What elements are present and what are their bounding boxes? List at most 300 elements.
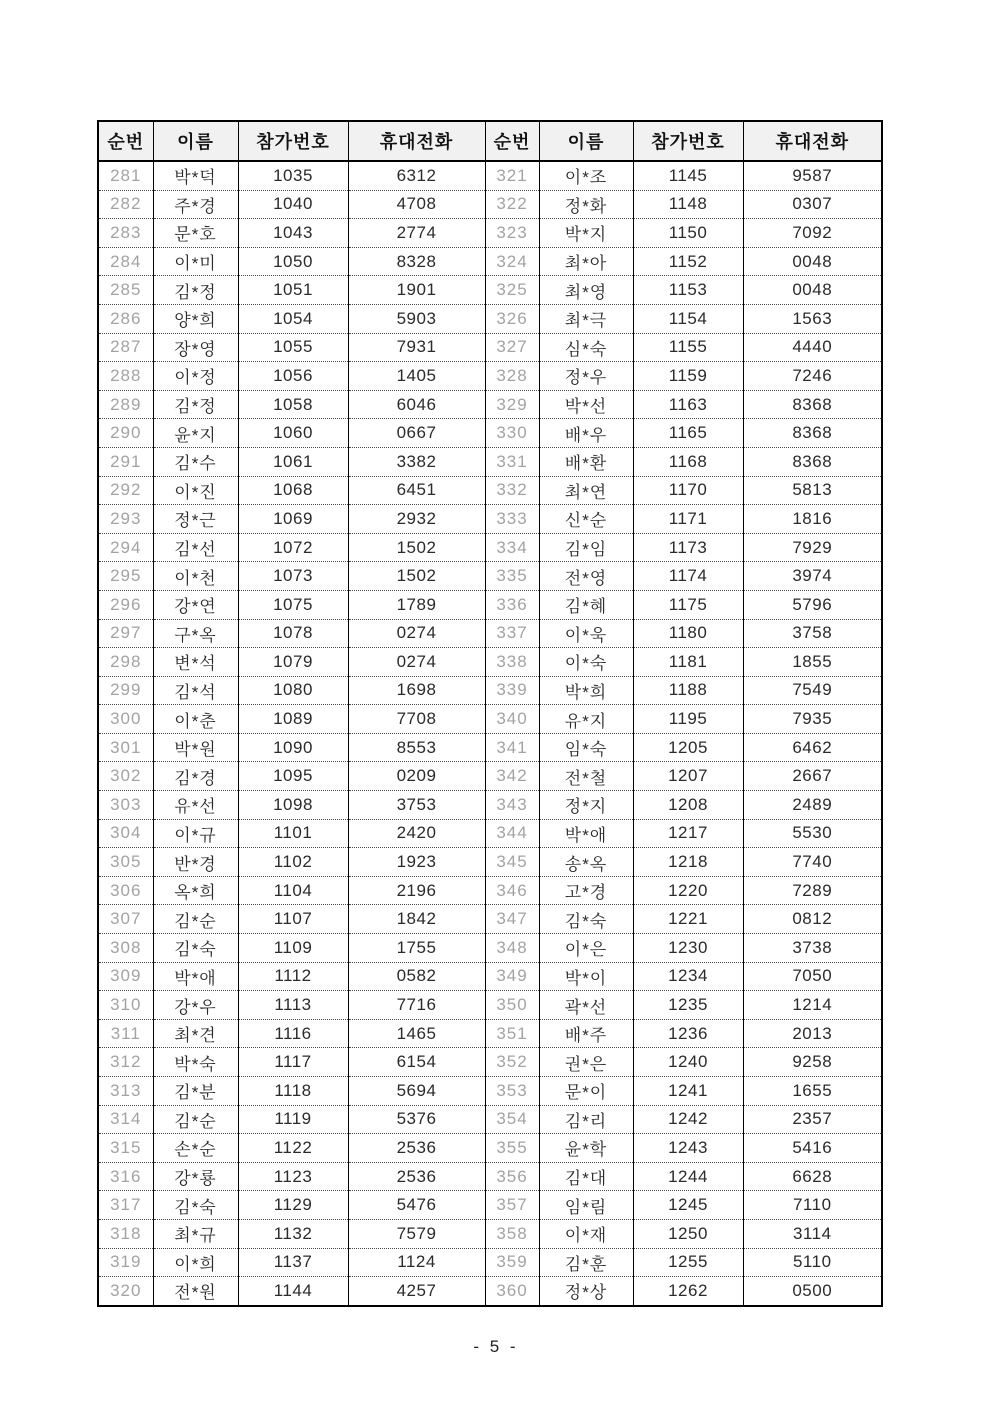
name-cell: 정*지 [539,791,633,820]
table-row [98,590,882,619]
seq-cell: 342 [485,762,539,791]
seq-cell: 336 [485,590,539,619]
name-cell: 이*정 [153,362,238,391]
phone-cell: 7931 [348,333,485,362]
table-row [98,648,882,677]
name-cell: 정*근 [153,505,238,534]
phone-cell: 1124 [348,1248,485,1277]
entry-number-cell: 1207 [633,762,743,791]
phone-cell: 1698 [348,676,485,705]
phone-cell: 6154 [348,1048,485,1077]
name-cell: 박*선 [539,390,633,419]
table-row [98,1077,882,1106]
entry-number-cell: 1118 [238,1077,348,1106]
phone-cell: 4440 [743,333,882,362]
seq-cell: 298 [98,648,153,677]
entry-number-cell: 1058 [238,390,348,419]
phone-cell: 3114 [743,1219,882,1248]
entry-number-cell: 1056 [238,362,348,391]
entry-number-cell: 1061 [238,447,348,476]
phone-cell: 5813 [743,476,882,505]
name-cell: 박*덕 [153,161,238,190]
header-entry-number-right: 참가번호 [633,121,743,161]
seq-cell: 354 [485,1105,539,1134]
entry-number-cell: 1217 [633,819,743,848]
phone-cell: 3753 [348,791,485,820]
name-cell: 이*숙 [539,648,633,677]
seq-cell: 351 [485,1019,539,1048]
name-cell: 강*룡 [153,1162,238,1191]
name-cell: 김*분 [153,1077,238,1106]
phone-cell: 7935 [743,705,882,734]
seq-cell: 329 [485,390,539,419]
table-row [98,1248,882,1277]
table-row [98,733,882,762]
entry-number-cell: 1145 [633,161,743,190]
seq-cell: 341 [485,733,539,762]
name-cell: 최*영 [539,276,633,305]
phone-cell: 8368 [743,419,882,448]
table-row [98,962,882,991]
entry-number-cell: 1241 [633,1077,743,1106]
seq-cell: 286 [98,304,153,333]
seq-cell: 300 [98,705,153,734]
entry-number-cell: 1205 [633,733,743,762]
seq-cell: 311 [98,1019,153,1048]
entry-number-cell: 1129 [238,1191,348,1220]
entry-number-cell: 1150 [633,219,743,248]
table-row [98,876,882,905]
name-cell: 최*아 [539,247,633,276]
entry-number-cell: 1234 [633,962,743,991]
phone-cell: 1816 [743,505,882,534]
entry-number-cell: 1168 [633,447,743,476]
name-cell: 배*환 [539,447,633,476]
name-cell: 고*경 [539,876,633,905]
header-phone-right: 휴대전화 [743,121,882,161]
entry-number-cell: 1068 [238,476,348,505]
name-cell: 전*철 [539,762,633,791]
entry-number-cell: 1137 [238,1248,348,1277]
entry-number-cell: 1101 [238,819,348,848]
name-cell: 손*순 [153,1134,238,1163]
entry-number-cell: 1188 [633,676,743,705]
table-header-row [98,121,882,161]
name-cell: 박*숙 [153,1048,238,1077]
entry-number-cell: 1035 [238,161,348,190]
phone-cell: 5416 [743,1134,882,1163]
entry-number-cell: 1089 [238,705,348,734]
table-row [98,247,882,276]
entry-number-cell: 1090 [238,733,348,762]
table-row [98,905,882,934]
phone-cell: 7092 [743,219,882,248]
seq-cell: 355 [485,1134,539,1163]
entry-number-cell: 1220 [633,876,743,905]
name-cell: 최*견 [153,1019,238,1048]
entry-number-cell: 1159 [633,362,743,391]
entry-number-cell: 1113 [238,991,348,1020]
table-row [98,819,882,848]
seq-cell: 307 [98,905,153,934]
name-cell: 박*희 [539,676,633,705]
phone-cell: 9587 [743,161,882,190]
name-cell: 이*춘 [153,705,238,734]
entry-number-cell: 1040 [238,190,348,219]
phone-cell: 3974 [743,562,882,591]
phone-cell: 7740 [743,848,882,877]
table-row [98,1019,882,1048]
seq-cell: 319 [98,1248,153,1277]
phone-cell: 1842 [348,905,485,934]
phone-cell: 7929 [743,533,882,562]
name-cell: 이*천 [153,562,238,591]
name-cell: 전*영 [539,562,633,591]
seq-cell: 310 [98,991,153,1020]
phone-cell: 1755 [348,934,485,963]
seq-cell: 312 [98,1048,153,1077]
entry-number-cell: 1102 [238,848,348,877]
name-cell: 김*순 [153,1105,238,1134]
name-cell: 최*연 [539,476,633,505]
phone-cell: 2013 [743,1019,882,1048]
table-row [98,219,882,248]
phone-cell: 5796 [743,590,882,619]
name-cell: 구*옥 [153,619,238,648]
phone-cell: 7549 [743,676,882,705]
entry-number-cell: 1181 [633,648,743,677]
seq-cell: 282 [98,190,153,219]
entry-number-cell: 1245 [633,1191,743,1220]
entry-number-cell: 1195 [633,705,743,734]
header-name-left: 이름 [153,121,238,161]
name-cell: 유*선 [153,791,238,820]
seq-cell: 318 [98,1219,153,1248]
phone-cell: 1563 [743,304,882,333]
phone-cell: 1655 [743,1077,882,1106]
name-cell: 김*혜 [539,590,633,619]
name-cell: 박*애 [539,819,633,848]
phone-cell: 0500 [743,1277,882,1306]
entry-number-cell: 1078 [238,619,348,648]
seq-cell: 314 [98,1105,153,1134]
name-cell: 곽*선 [539,991,633,1020]
entry-number-cell: 1155 [633,333,743,362]
name-cell: 김*정 [153,276,238,305]
phone-cell: 5694 [348,1077,485,1106]
seq-cell: 346 [485,876,539,905]
entry-number-cell: 1148 [633,190,743,219]
entry-number-cell: 1098 [238,791,348,820]
participants-tbody [98,161,882,1306]
phone-cell: 0667 [348,419,485,448]
table-row [98,1277,882,1306]
phone-cell: 7289 [743,876,882,905]
table-row [98,676,882,705]
entry-number-cell: 1243 [633,1134,743,1163]
name-cell: 옥*희 [153,876,238,905]
name-cell: 배*우 [539,419,633,448]
seq-cell: 283 [98,219,153,248]
seq-cell: 317 [98,1191,153,1220]
seq-cell: 288 [98,362,153,391]
entry-number-cell: 1080 [238,676,348,705]
seq-cell: 330 [485,419,539,448]
table-row [98,762,882,791]
seq-cell: 297 [98,619,153,648]
name-cell: 임*림 [539,1191,633,1220]
seq-cell: 316 [98,1162,153,1191]
seq-cell: 320 [98,1277,153,1306]
name-cell: 김*대 [539,1162,633,1191]
table-row [98,161,882,190]
page-number: - 5 - [473,1337,519,1356]
seq-cell: 304 [98,819,153,848]
seq-cell: 335 [485,562,539,591]
name-cell: 강*우 [153,991,238,1020]
seq-cell: 290 [98,419,153,448]
phone-cell: 0048 [743,276,882,305]
phone-cell: 0274 [348,619,485,648]
seq-cell: 281 [98,161,153,190]
name-cell: 임*숙 [539,733,633,762]
seq-cell: 301 [98,733,153,762]
entry-number-cell: 1171 [633,505,743,534]
seq-cell: 305 [98,848,153,877]
phone-cell: 5530 [743,819,882,848]
name-cell: 김*숙 [153,1191,238,1220]
seq-cell: 337 [485,619,539,648]
name-cell: 송*옥 [539,848,633,877]
name-cell: 김*훈 [539,1248,633,1277]
seq-cell: 321 [485,161,539,190]
phone-cell: 1855 [743,648,882,677]
phone-cell: 1214 [743,991,882,1020]
entry-number-cell: 1054 [238,304,348,333]
seq-cell: 309 [98,962,153,991]
phone-cell: 6628 [743,1162,882,1191]
entry-number-cell: 1154 [633,304,743,333]
entry-number-cell: 1174 [633,562,743,591]
entry-number-cell: 1250 [633,1219,743,1248]
name-cell: 정*화 [539,190,633,219]
entry-number-cell: 1095 [238,762,348,791]
table-row [98,1219,882,1248]
phone-cell: 1502 [348,562,485,591]
entry-number-cell: 1116 [238,1019,348,1048]
name-cell: 양*희 [153,304,238,333]
table-row [98,304,882,333]
entry-number-cell: 1244 [633,1162,743,1191]
seq-cell: 308 [98,934,153,963]
name-cell: 이*미 [153,247,238,276]
seq-cell: 284 [98,247,153,276]
entry-number-cell: 1069 [238,505,348,534]
name-cell: 전*원 [153,1277,238,1306]
seq-cell: 292 [98,476,153,505]
entry-number-cell: 1230 [633,934,743,963]
phone-cell: 4257 [348,1277,485,1306]
name-cell: 주*경 [153,190,238,219]
name-cell: 박*이 [539,962,633,991]
phone-cell: 3382 [348,447,485,476]
entry-number-cell: 1180 [633,619,743,648]
seq-cell: 359 [485,1248,539,1277]
table-row [98,991,882,1020]
entry-number-cell: 1153 [633,276,743,305]
phone-cell: 2489 [743,791,882,820]
seq-cell: 327 [485,333,539,362]
entry-number-cell: 1221 [633,905,743,934]
name-cell: 이*재 [539,1219,633,1248]
name-cell: 정*우 [539,362,633,391]
seq-cell: 347 [485,905,539,934]
seq-cell: 285 [98,276,153,305]
name-cell: 이*욱 [539,619,633,648]
seq-cell: 303 [98,791,153,820]
entry-number-cell: 1112 [238,962,348,991]
seq-cell: 360 [485,1277,539,1306]
name-cell: 윤*학 [539,1134,633,1163]
name-cell: 이*희 [153,1248,238,1277]
seq-cell: 340 [485,705,539,734]
entry-number-cell: 1152 [633,247,743,276]
phone-cell: 2536 [348,1134,485,1163]
seq-cell: 334 [485,533,539,562]
header-name-right: 이름 [539,121,633,161]
phone-cell: 1465 [348,1019,485,1048]
phone-cell: 6462 [743,733,882,762]
table-row [98,1191,882,1220]
seq-cell: 339 [485,676,539,705]
phone-cell: 0307 [743,190,882,219]
seq-cell: 325 [485,276,539,305]
name-cell: 박*원 [153,733,238,762]
entry-number-cell: 1175 [633,590,743,619]
entry-number-cell: 1144 [238,1277,348,1306]
phone-cell: 0209 [348,762,485,791]
name-cell: 정*상 [539,1277,633,1306]
phone-cell: 1405 [348,362,485,391]
name-cell: 최*극 [539,304,633,333]
name-cell: 김*수 [153,447,238,476]
phone-cell: 3758 [743,619,882,648]
seq-cell: 323 [485,219,539,248]
phone-cell: 1502 [348,533,485,562]
phone-cell: 9258 [743,1048,882,1077]
seq-cell: 326 [485,304,539,333]
name-cell: 김*순 [153,905,238,934]
phone-cell: 2196 [348,876,485,905]
entry-number-cell: 1043 [238,219,348,248]
entry-number-cell: 1132 [238,1219,348,1248]
seq-cell: 328 [485,362,539,391]
seq-cell: 315 [98,1134,153,1163]
name-cell: 강*연 [153,590,238,619]
name-cell: 박*애 [153,962,238,991]
name-cell: 김*숙 [153,934,238,963]
seq-cell: 324 [485,247,539,276]
seq-cell: 322 [485,190,539,219]
entry-number-cell: 1240 [633,1048,743,1077]
phone-cell: 2932 [348,505,485,534]
entry-number-cell: 1075 [238,590,348,619]
seq-cell: 331 [485,447,539,476]
table-row [98,848,882,877]
phone-cell: 2667 [743,762,882,791]
phone-cell: 7579 [348,1219,485,1248]
table-row [98,190,882,219]
entry-number-cell: 1242 [633,1105,743,1134]
seq-cell: 356 [485,1162,539,1191]
seq-cell: 344 [485,819,539,848]
phone-cell: 2774 [348,219,485,248]
seq-cell: 357 [485,1191,539,1220]
phone-cell: 5110 [743,1248,882,1277]
name-cell: 윤*지 [153,419,238,448]
entry-number-cell: 1262 [633,1277,743,1306]
name-cell: 배*주 [539,1019,633,1048]
table-row [98,362,882,391]
name-cell: 이*조 [539,161,633,190]
table-row [98,1048,882,1077]
phone-cell: 7246 [743,362,882,391]
entry-number-cell: 1107 [238,905,348,934]
name-cell: 김*정 [153,390,238,419]
seq-cell: 333 [485,505,539,534]
seq-cell: 296 [98,590,153,619]
entry-number-cell: 1117 [238,1048,348,1077]
table-row [98,619,882,648]
seq-cell: 349 [485,962,539,991]
name-cell: 심*숙 [539,333,633,362]
entry-number-cell: 1073 [238,562,348,591]
participants-table [97,120,883,1307]
phone-cell: 8368 [743,390,882,419]
name-cell: 문*호 [153,219,238,248]
phone-cell: 7050 [743,962,882,991]
entry-number-cell: 1060 [238,419,348,448]
phone-cell: 3738 [743,934,882,963]
name-cell: 김*임 [539,533,633,562]
entry-number-cell: 1050 [238,247,348,276]
name-cell: 권*은 [539,1048,633,1077]
table-row [98,934,882,963]
phone-cell: 2536 [348,1162,485,1191]
entry-number-cell: 1163 [633,390,743,419]
header-phone-left: 휴대전화 [348,121,485,161]
phone-cell: 0274 [348,648,485,677]
name-cell: 김*리 [539,1105,633,1134]
seq-cell: 332 [485,476,539,505]
table-row [98,562,882,591]
seq-cell: 345 [485,848,539,877]
seq-cell: 343 [485,791,539,820]
table-row [98,333,882,362]
name-cell: 반*경 [153,848,238,877]
phone-cell: 1923 [348,848,485,877]
phone-cell: 5376 [348,1105,485,1134]
entry-number-cell: 1122 [238,1134,348,1163]
seq-cell: 287 [98,333,153,362]
seq-cell: 350 [485,991,539,1020]
seq-cell: 291 [98,447,153,476]
entry-number-cell: 1235 [633,991,743,1020]
header-seq-left: 순번 [98,121,153,161]
phone-cell: 6046 [348,390,485,419]
phone-cell: 6312 [348,161,485,190]
entry-number-cell: 1051 [238,276,348,305]
